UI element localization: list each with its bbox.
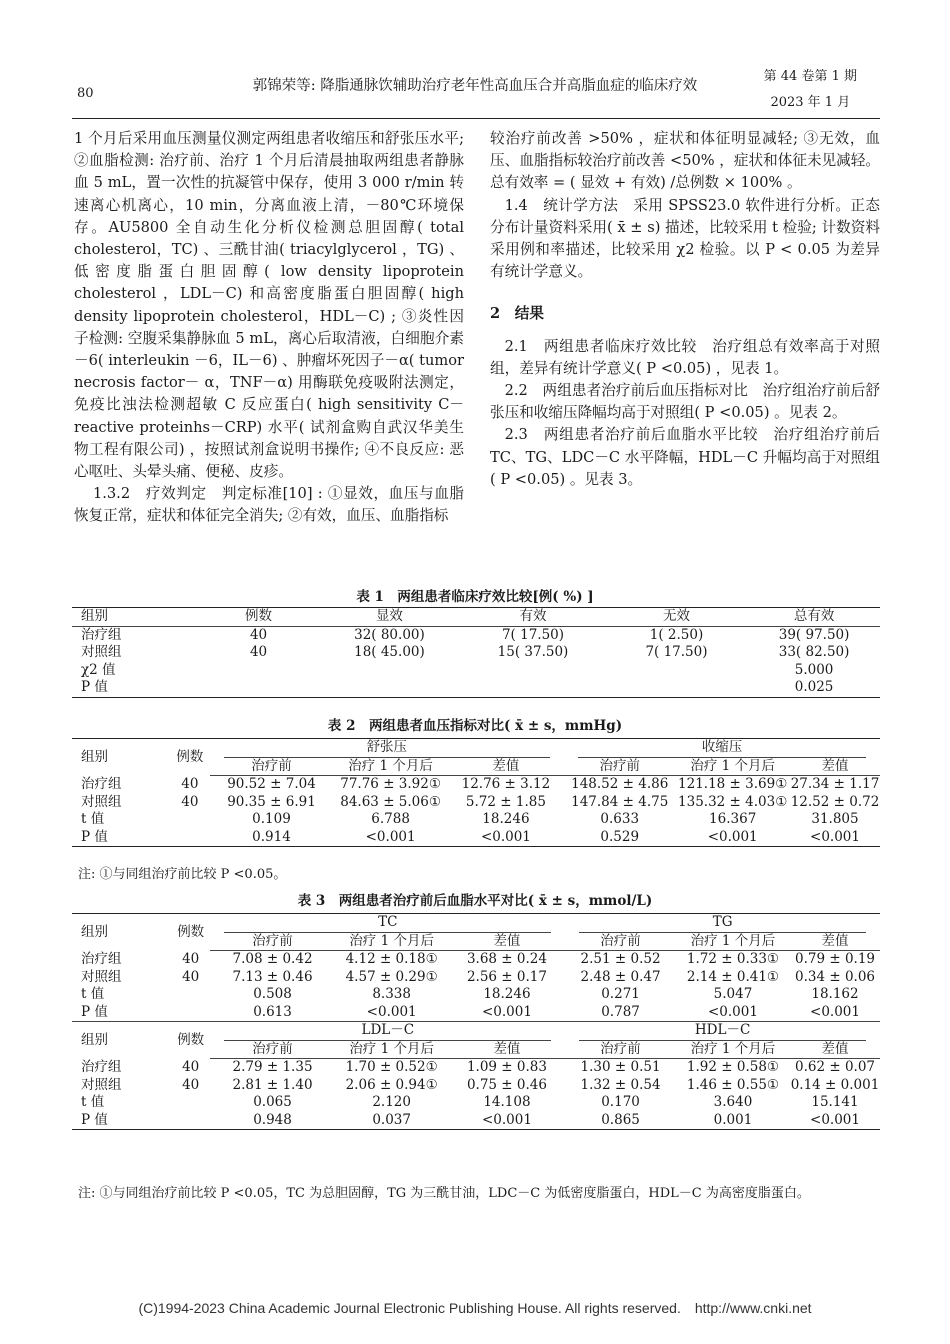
table-cell <box>210 1022 565 1041</box>
table-header-row <box>72 1022 880 1041</box>
criteria-continued-paragraph: 较治疗前改善 >50% ，症状和体征明显减轻; ③无效，血压、血脂指标较治疗前改善 <50% ，症状和体征未见减轻。总有效率 = ( 显效 + 有效) /总例数 × 100% 。 <box>490 130 880 192</box>
table-cell: 差值 <box>448 758 564 776</box>
table-cell: 治疗前 <box>210 1041 334 1059</box>
table-row <box>72 1004 880 1022</box>
table-cell: 90.35 ± 6.91 <box>227 793 316 810</box>
results-2-2: 2.2 两组患者治疗前后血压指标对比 治疗组治疗前后舒张压和收缩压降幅均高于对照组( P <0.05) 。见表 2。 <box>490 382 880 422</box>
table-cell: 12.52 ± 0.72 <box>790 793 880 810</box>
methods-paragraph: 1 个月后采用血压测量仪测定两组患者收缩压和舒张压水平; ②血脂检测: 治疗前、治疗 1 个月后清晨抽取两组患者静脉血 5 mL，置一次性的抗凝管中保存，使用 3 000 r/min 转速离心机离心，10 min，分离血液上清，－80℃环境保存。AU5800 全自动生化分析仪检测总胆固醇( total cholesterol，TC) 、三酰甘油( triacylglycerol ，TG) 、低密度脂蛋白胆固醇( low density lipoprotein cholesterol ，LDL－C) 和高密度脂蛋白胆固醇( high density lipoprotein cholesterol，HDL－C) ; ③炎性因子检测: 空腹采集静脉血 5 mL，离心后取清液，白细胞介素－6( interleukin －6，IL－6) 、肿瘤坏死因子－α( tumor necrosis factor－ α，TNF－α) 用酶联免疫吸附法测定，免疫比浊法检测超敏 C 反应蛋白( high sensitivity C－reactive proteinhs－CRP) 水平( 试剂盒购自武汉华美生物工程有限公司) ，按照试剂盒说明书操作; ④不良反应: 恶心呕吐、头晕头痛、便秘、皮疹。 <box>74 130 464 481</box>
header-rule <box>72 118 880 119</box>
table-cell <box>675 794 790 812</box>
table-cell: 16.367 <box>709 811 757 827</box>
table-row <box>72 811 880 829</box>
publication-date: 2023 年 1 月 <box>770 95 851 110</box>
table-cell <box>335 1077 449 1095</box>
table-cell: 0.633 <box>600 811 640 827</box>
table-cell: 40 <box>249 644 268 660</box>
table-cell: 2.81 ± 1.40 <box>232 1076 313 1093</box>
cell-value: 2.14 ± 0.41① <box>686 968 780 985</box>
statistics-paragraph: 1.4 统计学方法 采用 SPSS23.0 软件进行分析。正态分布计量资料采用( x̄ ± s) 描述，比较采用 t 检验; 计数资料采用例和率描述，比较采用 χ2 检验。以 P < 0.05 为差异有统计学意义。 <box>490 196 880 281</box>
table-cell: 18.162 <box>811 986 859 1002</box>
table-cell: 有效 <box>461 608 605 627</box>
table-cell: 7( 17.50) <box>501 626 565 643</box>
table-cell <box>676 951 790 969</box>
table-cell: 148.52 ± 4.86 <box>571 776 669 792</box>
table-header-row <box>72 608 880 627</box>
table-cell: 40 <box>181 775 199 792</box>
table-cell <box>210 914 565 933</box>
table-cell: 0.865 <box>565 1112 676 1130</box>
table-cell: 治疗前 <box>565 1041 676 1059</box>
table-cell: 2.79 ± 1.35 <box>232 1059 313 1075</box>
table-cell <box>170 829 209 847</box>
table-cell <box>676 969 790 987</box>
cell-value: 84.63 ± 5.06① <box>340 793 441 810</box>
table-row <box>72 679 880 697</box>
table-cell: 147.84 ± 4.75 <box>571 793 669 810</box>
table-cell: 0.508 <box>253 986 292 1002</box>
table-row <box>72 1094 880 1112</box>
table-cell: t 值 <box>81 811 105 827</box>
table-cell: 0.001 <box>676 1112 790 1130</box>
efficacy-criteria-paragraph: 1.3.2 疗效判定 判定标准[10] : ①显效，血压与血脂恢复正常，症状和体征完全消失; ②有效，血压、血脂指标 <box>74 485 464 525</box>
table-cell <box>564 739 880 758</box>
table-cell: 40 <box>181 793 199 810</box>
table-cell: 40 <box>249 626 268 643</box>
table-cell: 0.79 ± 0.19 <box>795 951 876 967</box>
table-cell: 组别 <box>72 739 170 776</box>
table-cell: <0.001 <box>449 1112 565 1130</box>
table-cell <box>565 1022 880 1041</box>
table-cell: 差值 <box>449 1041 565 1059</box>
table-cell: 7( 17.50) <box>645 644 708 660</box>
table-cell: P 值 <box>72 829 170 847</box>
span-header-rule: TC <box>224 914 551 933</box>
table-cell: 0.613 <box>253 1003 292 1020</box>
table-cell <box>210 739 565 758</box>
table-row <box>72 1112 880 1130</box>
table-cell: 0.065 <box>253 1094 292 1110</box>
table-cell: 33( 82.50) <box>778 644 850 660</box>
table-cell: 18( 45.00) <box>354 644 425 660</box>
table-cell: 0.14 ± 0.001 <box>790 1076 880 1093</box>
table-cell: 0.34 ± 0.06 <box>795 968 876 985</box>
table-cell <box>461 662 605 680</box>
table-cell: <0.001 <box>366 1003 417 1020</box>
table-row <box>72 1059 880 1077</box>
cell-value: 121.18 ± 3.69① <box>678 776 788 792</box>
table-cell: 1.09 ± 0.83 <box>466 1059 547 1075</box>
table-cell: 0.025 <box>748 679 880 697</box>
cell-value: 1.70 ± 0.52① <box>345 1059 438 1075</box>
table-cell: 18.246 <box>482 811 530 827</box>
cell-value: 2.06 ± 0.94① <box>345 1076 438 1093</box>
cell-value: 135.32 ± 4.03① <box>678 793 788 810</box>
table-cell: 1.30 ± 0.51 <box>580 1059 661 1075</box>
table-cell: 治疗组 <box>81 950 122 967</box>
table-cell: 总有效 <box>748 608 880 627</box>
table-row <box>72 829 880 847</box>
table-cell: 治疗 1 个月后 <box>676 1041 790 1059</box>
cell-value: 77.76 ± 3.92① <box>340 776 441 792</box>
table-cell <box>171 1004 210 1022</box>
table-cell: 15.141 <box>811 1094 859 1110</box>
table-cell <box>334 794 448 812</box>
table-cell <box>605 679 748 697</box>
table-cell <box>676 1059 790 1077</box>
table-cell: <0.001 <box>448 829 564 847</box>
right-column <box>490 128 880 491</box>
table-cell: 对照组 <box>81 644 122 660</box>
table-cell: 治疗 1 个月后 <box>676 933 790 951</box>
table-cell: 治疗前 <box>210 758 334 776</box>
table-cell: P 值 <box>72 679 199 697</box>
table-cell: 40 <box>182 1058 200 1075</box>
table-cell: 对照组 <box>81 793 122 810</box>
table-cell: <0.001 <box>675 829 790 847</box>
table-cell: 40 <box>182 950 200 967</box>
table-cell: 2.51 ± 0.52 <box>580 951 661 967</box>
table-cell: 2.48 ± 0.47 <box>580 968 661 985</box>
table-cell: 1.32 ± 0.54 <box>580 1076 661 1093</box>
table-row <box>72 794 880 812</box>
table-cell: 对照组 <box>81 1076 122 1093</box>
table-cell: 治疗组 <box>81 626 122 643</box>
left-column <box>74 128 464 528</box>
table-cell: 40 <box>182 968 200 985</box>
table-cell: 治疗 1 个月后 <box>335 1041 449 1059</box>
table-header-row <box>72 739 880 758</box>
table-cell: 0.037 <box>335 1112 449 1130</box>
page-number: 80 <box>77 86 94 101</box>
table-row <box>72 644 880 662</box>
table-cell: 0.271 <box>601 986 640 1002</box>
table-cell: 无效 <box>605 608 748 627</box>
table-cell: 显效 <box>318 608 462 627</box>
table-cell: 差值 <box>790 1041 880 1059</box>
table-cell: 5.047 <box>713 986 753 1002</box>
table-cell <box>565 914 880 933</box>
span-header-rule: HDL－C <box>579 1022 866 1041</box>
table-row <box>72 951 880 969</box>
table-cell: 90.52 ± 7.04 <box>227 776 316 792</box>
table-row <box>72 1077 880 1095</box>
table-cell: 1( 2.50) <box>649 626 704 643</box>
table-cell: 5.72 ± 1.85 <box>465 793 546 810</box>
running-title: 郭锦荣等: 降脂通脉饮辅助治疗老年性高血压合并高脂血症的临床疗效 <box>252 78 698 94</box>
table-cell: 0.529 <box>564 829 675 847</box>
table-cell: 40 <box>182 1076 200 1093</box>
table-cell: 8.338 <box>372 986 411 1002</box>
table-cell: 0.62 ± 0.07 <box>795 1059 876 1075</box>
table-row <box>72 662 880 680</box>
table2 <box>72 738 880 847</box>
table-cell <box>335 969 449 987</box>
volume-issue: 第 44 卷第 1 期 <box>763 69 857 84</box>
table-cell: 例数 <box>171 1022 210 1059</box>
table-cell <box>199 679 317 697</box>
table-cell: 例数 <box>199 608 317 627</box>
span-header-rule: LDL－C <box>224 1022 551 1041</box>
table-cell <box>676 1077 790 1095</box>
table-cell <box>461 679 605 697</box>
table-row <box>72 969 880 987</box>
table-cell: 14.108 <box>483 1094 531 1110</box>
cell-value: 4.57 ± 0.29① <box>345 968 438 985</box>
table-cell: P 值 <box>81 1003 108 1020</box>
table-cell: t 值 <box>81 986 105 1002</box>
table-cell: 组别 <box>72 914 171 951</box>
table-cell: χ2 值 <box>81 661 116 678</box>
results-heading: 2 结果 <box>490 305 544 323</box>
table-cell: 3.640 <box>713 1094 753 1110</box>
table-cell: 12.76 ± 3.12 <box>461 776 551 792</box>
table-cell: <0.001 <box>790 1112 880 1130</box>
table-cell: 0.170 <box>601 1094 640 1110</box>
table3-caption: 表 3 两组患者治疗前后血脂水平对比( x̄ ± s，mmol/L) <box>297 893 653 909</box>
table-cell: 7.08 ± 0.42 <box>232 951 313 967</box>
table-cell: 差值 <box>790 933 880 951</box>
table2-note: 注: ①与同组治疗前比较 P <0.05。 <box>78 867 287 882</box>
table-cell: 39( 97.50) <box>778 626 850 643</box>
cell-value: 1.72 ± 0.33① <box>686 951 780 967</box>
table-cell: 例数 <box>170 739 209 776</box>
table-row <box>72 626 880 644</box>
table-cell: <0.001 <box>481 1003 532 1020</box>
table-cell: 例数 <box>171 914 210 951</box>
table-cell: <0.001 <box>707 1003 758 1020</box>
table-cell: 治疗 1 个月后 <box>675 758 790 776</box>
table-cell <box>675 776 790 794</box>
table-cell <box>199 662 317 680</box>
table-cell: 0.948 <box>210 1112 334 1130</box>
table-cell <box>170 811 209 829</box>
cell-value: 4.12 ± 0.18① <box>345 951 438 967</box>
table-cell: 2.120 <box>372 1094 411 1110</box>
table-cell: 差值 <box>449 933 565 951</box>
table-cell: <0.001 <box>790 829 880 847</box>
volume-info <box>764 64 857 116</box>
table-cell: 0.109 <box>252 811 291 827</box>
table-cell <box>171 1112 210 1130</box>
table-cell: 5.000 <box>794 661 834 678</box>
table-cell: <0.001 <box>810 1003 860 1020</box>
table-cell: 治疗 1 个月后 <box>334 758 448 776</box>
table-cell: 对照组 <box>81 968 122 985</box>
table-cell: <0.001 <box>334 829 448 847</box>
table-cell <box>605 662 748 680</box>
table-cell: 治疗前 <box>564 758 675 776</box>
results-2-1: 2.1 两组患者临床疗效比较 治疗组总有效率高于对照组，差异有统计学意义( P <0.05) ，见表 1。 <box>490 337 880 377</box>
table1-caption: 表 1 两组患者临床疗效比较[例( %) ] <box>356 589 594 605</box>
table-cell: 3.68 ± 0.24 <box>466 951 547 967</box>
span-header-rule: 收缩压 <box>578 739 866 758</box>
table1 <box>72 607 880 698</box>
span-header-rule: 舒张压 <box>224 739 551 758</box>
table-cell: 组别 <box>72 1022 171 1059</box>
results-2-3: 2.3 两组患者治疗前后血脂水平比较 治疗组治疗前后 TC、TG、LDC－C 水平降幅，HDL－C 升幅均高于对照组( P <0.05) 。见表 3。 <box>490 426 880 488</box>
table-cell: P 值 <box>72 1112 171 1130</box>
table-row <box>72 776 880 794</box>
table-cell: 32( 80.00) <box>354 626 425 643</box>
cell-value: 1.46 ± 0.55① <box>686 1076 780 1093</box>
table-cell: 组别 <box>72 608 199 627</box>
table-cell: 2.56 ± 0.17 <box>466 968 547 985</box>
table-cell: 0.914 <box>210 829 334 847</box>
table-cell: 治疗 1 个月后 <box>335 933 449 951</box>
table-cell <box>318 679 462 697</box>
table-cell: 治疗组 <box>81 1058 122 1075</box>
table2-caption: 表 2 两组患者血压指标对比( x̄ ± s，mmHg) <box>327 718 623 734</box>
span-header-rule: TG <box>579 914 866 933</box>
table-row <box>72 986 880 1004</box>
table-cell <box>335 1059 449 1077</box>
table-cell: 6.788 <box>371 811 410 827</box>
table-cell: 15( 37.50) <box>497 644 569 660</box>
table-cell: 治疗前 <box>565 933 676 951</box>
table-cell: 治疗前 <box>210 933 334 951</box>
table-cell: 差值 <box>790 758 880 776</box>
table-cell: 31.805 <box>811 811 859 827</box>
table-cell <box>334 776 448 794</box>
table-cell: 0.787 <box>601 1003 640 1020</box>
copyright-footer: (C)1994-2023 China Academic Journal Electronic Publishing House. All rights reserved. http://www.cnki.net <box>138 1300 812 1316</box>
table-cell: 治疗组 <box>81 775 122 792</box>
table3 <box>72 913 880 1130</box>
table-cell: 18.246 <box>483 986 531 1002</box>
cell-value: 1.92 ± 0.58① <box>686 1059 780 1075</box>
table-cell: 7.13 ± 0.46 <box>232 968 313 985</box>
table-cell <box>171 1094 210 1112</box>
table-cell: t 值 <box>81 1094 105 1110</box>
table3-note: 注: ①与同组治疗前比较 P <0.05，TC 为总胆固醇，TG 为三酰甘油，LDC－C 为低密度脂蛋白，HDL－C 为高密度脂蛋白。 <box>78 1186 810 1201</box>
table-cell <box>335 951 449 969</box>
table-cell: 0.75 ± 0.46 <box>466 1076 547 1093</box>
table-header-row <box>72 914 880 933</box>
table-cell <box>171 986 210 1004</box>
table-cell: 27.34 ± 1.17 <box>790 776 880 792</box>
table-cell <box>318 662 462 680</box>
